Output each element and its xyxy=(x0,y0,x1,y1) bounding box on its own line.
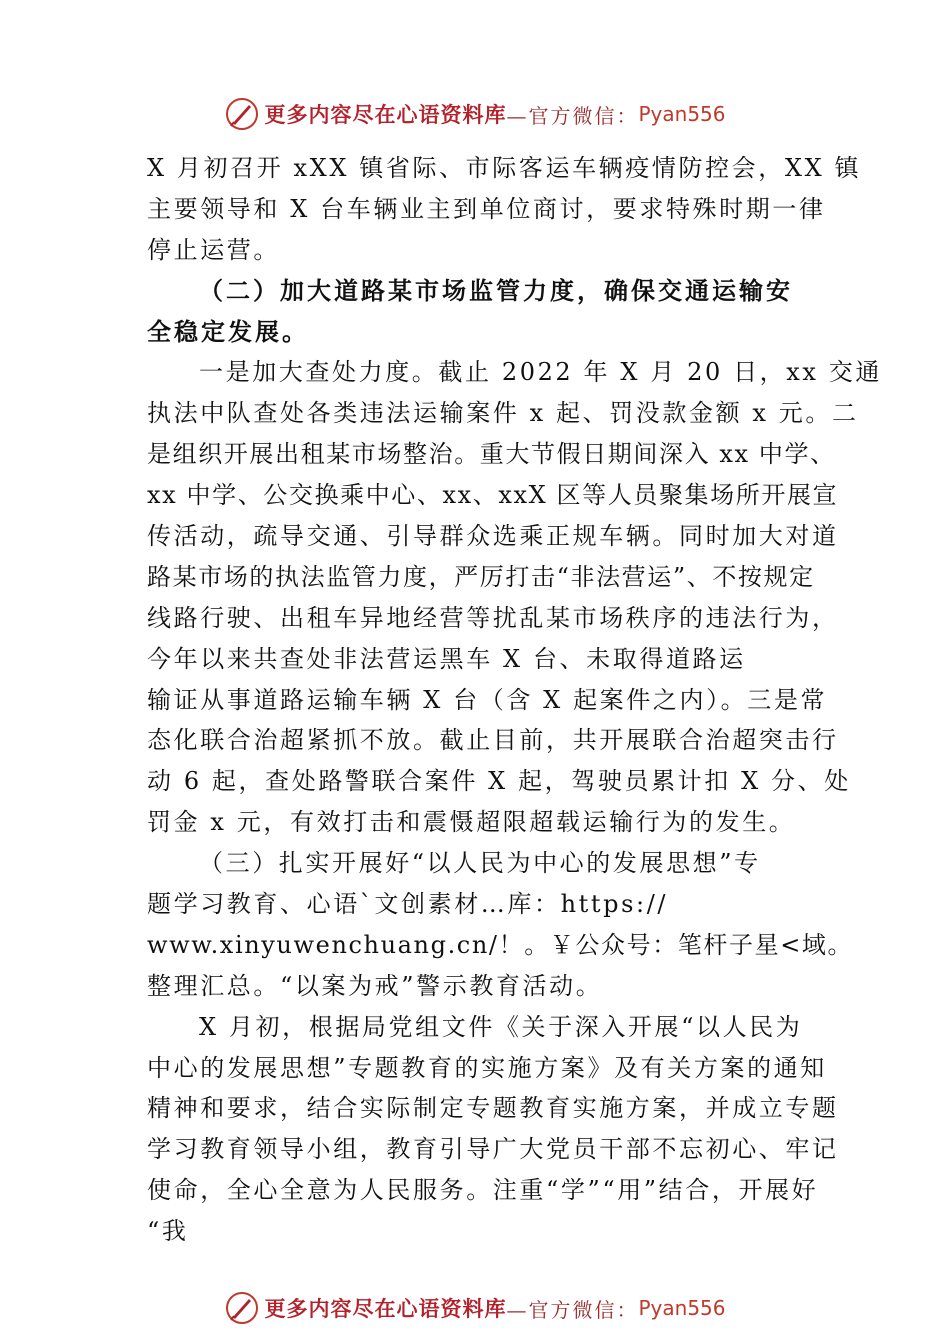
text-line: 精神和要求，结合实际制定专题教育实施方案，并成立专题 xyxy=(147,1094,839,1123)
text-line: 执法中队查处各类违法运输案件 x 起、罚没款金额 x 元。二 xyxy=(147,399,859,428)
footer-watermark xyxy=(0,1288,950,1328)
header-separator-text: —官方微信： xyxy=(506,103,639,128)
section-heading-line: 全稳定发展。 xyxy=(147,316,309,346)
header-site-text: 更多内容尽在心语资料库 xyxy=(264,102,507,127)
text-line: 罚金 x 元，有效打击和震慑超限超载运输行为的发生。 xyxy=(147,808,796,837)
section-heading-line: （三）扎实开展好“以人民为中心的发展思想”专 xyxy=(199,849,761,878)
text-line: 中心的发展思想”专题教育的实施方案》及有关方案的通知 xyxy=(147,1053,827,1082)
text-line: X 月初召开 xXX 镇省际、市际客运车辆疫情防控会，XX 镇 xyxy=(147,154,862,182)
text-line: www.xinyuwenchuang.cn/！。￥公众号：笔杆子星<域。 xyxy=(147,930,854,959)
text-line: 是组织开展出租某市场整治。重大节假日期间深入 xx 中学、 xyxy=(147,440,836,469)
text-line: 一是加大查处力度。截止 2022 年 X 月 20 日，xx 交通 xyxy=(199,358,882,387)
text-line: 输证从事道路运输车辆 X 台（含 X 起案件之内）。三是常 xyxy=(147,685,828,714)
text-line: 线路行驶、出租车异地经营等扰乱某市场秩序的违法行为， xyxy=(147,603,839,632)
document-body xyxy=(147,148,882,1252)
text-line: 学习教育领导小组，教育引导广大党员干部不忘初心、牢记 xyxy=(147,1135,839,1164)
footer-wechat-id: Pyan556 xyxy=(638,1296,726,1320)
text-line: “我 xyxy=(147,1217,189,1246)
section-heading-line: （二）加大道路某市场监管力度，确保交通运输安 xyxy=(199,275,793,305)
footer-site-text: 更多内容尽在心语资料库 xyxy=(264,1296,507,1321)
text-line: 整理汇总。“以案为戒”警示教育活动。 xyxy=(147,971,603,1000)
text-line: 主要领导和 X 台车辆业主到单位商讨，要求特殊时期一律 xyxy=(147,194,826,223)
footer-separator-text: —官方微信： xyxy=(506,1297,639,1322)
text-line: 使命，全心全意为人民服务。注重“学”“用”结合，开展好 xyxy=(147,1176,819,1205)
text-line: 态化联合治超紧抓不放。截止目前，共开展联合治超突击行 xyxy=(147,726,839,755)
text-line: X 月初，根据局党组文件《关于深入开展“以人民为 xyxy=(199,1012,803,1041)
text-line: 路某市场的执法监管力度，严厉打击“非法营运”、不按规定 xyxy=(147,562,815,591)
header-watermark xyxy=(0,94,950,134)
text-line: 题学习教育、心语`文创素材…库：https:// xyxy=(147,890,669,919)
text-line: 传活动，疏导交通、引导群众选乘正规车辆。同时加大对道 xyxy=(147,522,839,551)
text-line: 今年以来共查处非法营运黑车 X 台、未取得道路运 xyxy=(147,644,746,673)
header-wechat-id: Pyan556 xyxy=(638,102,726,126)
text-line: xx 中学、公交换乘中心、xx、xxX 区等人员聚集场所开展宣 xyxy=(147,481,839,510)
text-line: 动 6 起，查处路警联合案件 X 起，驾驶员累计扣 X 分、处 xyxy=(147,767,851,796)
quill-logo-icon xyxy=(224,96,260,132)
text-line: 停止运营。 xyxy=(147,235,280,264)
quill-logo-icon xyxy=(224,1290,260,1326)
